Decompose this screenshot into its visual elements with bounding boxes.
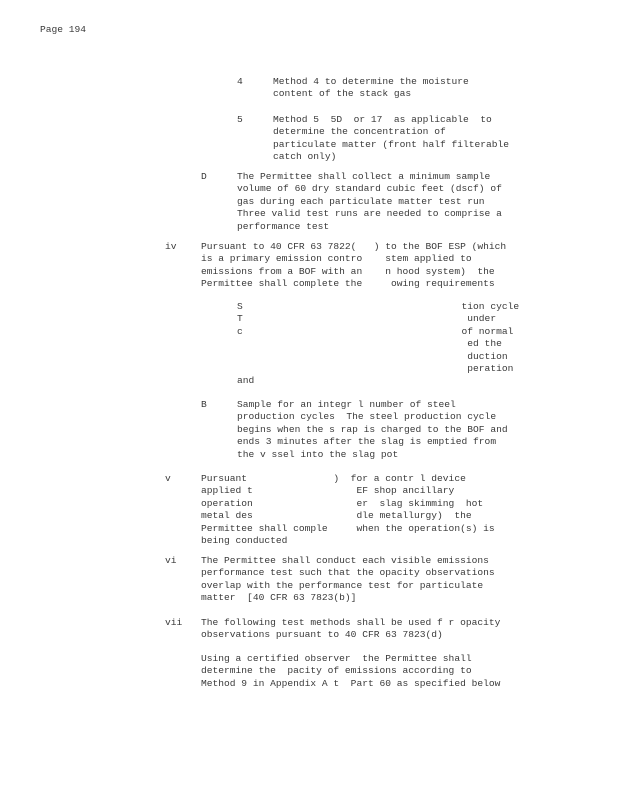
text-line: and bbox=[237, 375, 255, 387]
trailing-paragraph bbox=[201, 653, 581, 690]
text-line: performance test such that the opacity observations bbox=[201, 567, 495, 579]
text-line: metal des dle metallurgy) the bbox=[201, 510, 472, 522]
text-line: Method 5 5D or 17 as applicable to bbox=[273, 114, 492, 125]
text-line: Method 4 to determine the moisture bbox=[273, 76, 469, 87]
page-number: Page 194 bbox=[40, 24, 87, 35]
text-line: operation er slag skimming hot bbox=[201, 497, 484, 509]
text-line: applied t EF shop ancillary bbox=[201, 485, 455, 497]
text-line: Using a certified observer the Permittee shall bbox=[201, 653, 472, 664]
text-line: observations pursuant to 40 CFR 63 7823(d) bbox=[201, 629, 443, 641]
text-line: particulate matter (front half filterable bbox=[273, 138, 510, 150]
text-line: The Permittee shall conduct each visible emissions bbox=[201, 555, 489, 566]
text-line: Three valid test runs are needed to comprise a bbox=[237, 208, 502, 220]
text-line: Permittee shall comple when the operation(s) is bbox=[201, 522, 495, 534]
text-line: T under bbox=[237, 313, 497, 325]
text-line: c of normal bbox=[237, 325, 514, 337]
text-line: ed the bbox=[237, 338, 502, 350]
text-line: matter [40 CFR 63 7823(b)] bbox=[201, 592, 357, 604]
text-line: Sample for an integr l number of steel bbox=[237, 399, 456, 410]
text-line: content of the stack gas bbox=[273, 88, 412, 100]
list-item-text bbox=[273, 76, 469, 101]
text-line: emissions from a BOF with an n hood system) the bbox=[201, 265, 495, 277]
list-item-text bbox=[237, 171, 502, 233]
list-item-label: v bbox=[165, 473, 171, 484]
list-item-text bbox=[201, 617, 500, 642]
text-line: determine the concentration of bbox=[273, 126, 446, 138]
text-line: determine the pacity of emissions according to bbox=[201, 665, 472, 677]
text-line: volume of 60 dry standard cubic feet (dscf) of bbox=[237, 183, 502, 195]
list-item-text bbox=[237, 399, 508, 461]
text-line: Method 9 in Appendix A t Part 60 as specified below bbox=[201, 677, 501, 689]
list-item-text bbox=[273, 114, 509, 164]
text-line: gas during each particulate matter test run bbox=[237, 195, 485, 207]
text-line: catch only) bbox=[273, 151, 337, 163]
text-line: being conducted bbox=[201, 535, 288, 547]
list-item-label: vii bbox=[165, 617, 183, 628]
text-line: performance test bbox=[237, 220, 330, 232]
text-line: S tion cycle bbox=[237, 301, 520, 312]
text-line: peration bbox=[237, 363, 514, 375]
list-item-label: D bbox=[201, 171, 207, 182]
text-line: the v ssel into the slag pot bbox=[237, 448, 399, 460]
list-item-label: 4 bbox=[237, 76, 243, 87]
list-item-text bbox=[201, 473, 495, 547]
list-item-label: iv bbox=[165, 241, 177, 252]
text-line: begins when the s rap is charged to the BOF and bbox=[237, 423, 508, 435]
list-item-label: vi bbox=[165, 555, 177, 566]
text-line: is a primary emission contro stem applied to bbox=[201, 253, 472, 265]
list-item-text bbox=[237, 301, 519, 388]
list-item-label: B bbox=[201, 399, 207, 410]
text-line: Permittee shall complete the owing requirements bbox=[201, 278, 495, 290]
list-item-label: 5 bbox=[237, 114, 243, 125]
text-line: The Permittee shall collect a minimum sample bbox=[237, 171, 491, 182]
text-line: Pursuant to 40 CFR 63 7822( ) to the BOF ESP (which bbox=[201, 241, 507, 252]
text-line: production cycles The steel production cycle bbox=[237, 411, 497, 423]
text-line: Pursuant ) for a contr l device bbox=[201, 473, 466, 484]
list-item-text bbox=[201, 555, 495, 605]
text-line: ends 3 minutes after the slag is emptied from bbox=[237, 436, 497, 448]
text-line: The following test methods shall be used f r opacity bbox=[201, 617, 501, 628]
list-item-text bbox=[201, 241, 506, 291]
text-line: duction bbox=[237, 350, 508, 362]
text-line: overlap with the performance test for particulate bbox=[201, 579, 484, 591]
